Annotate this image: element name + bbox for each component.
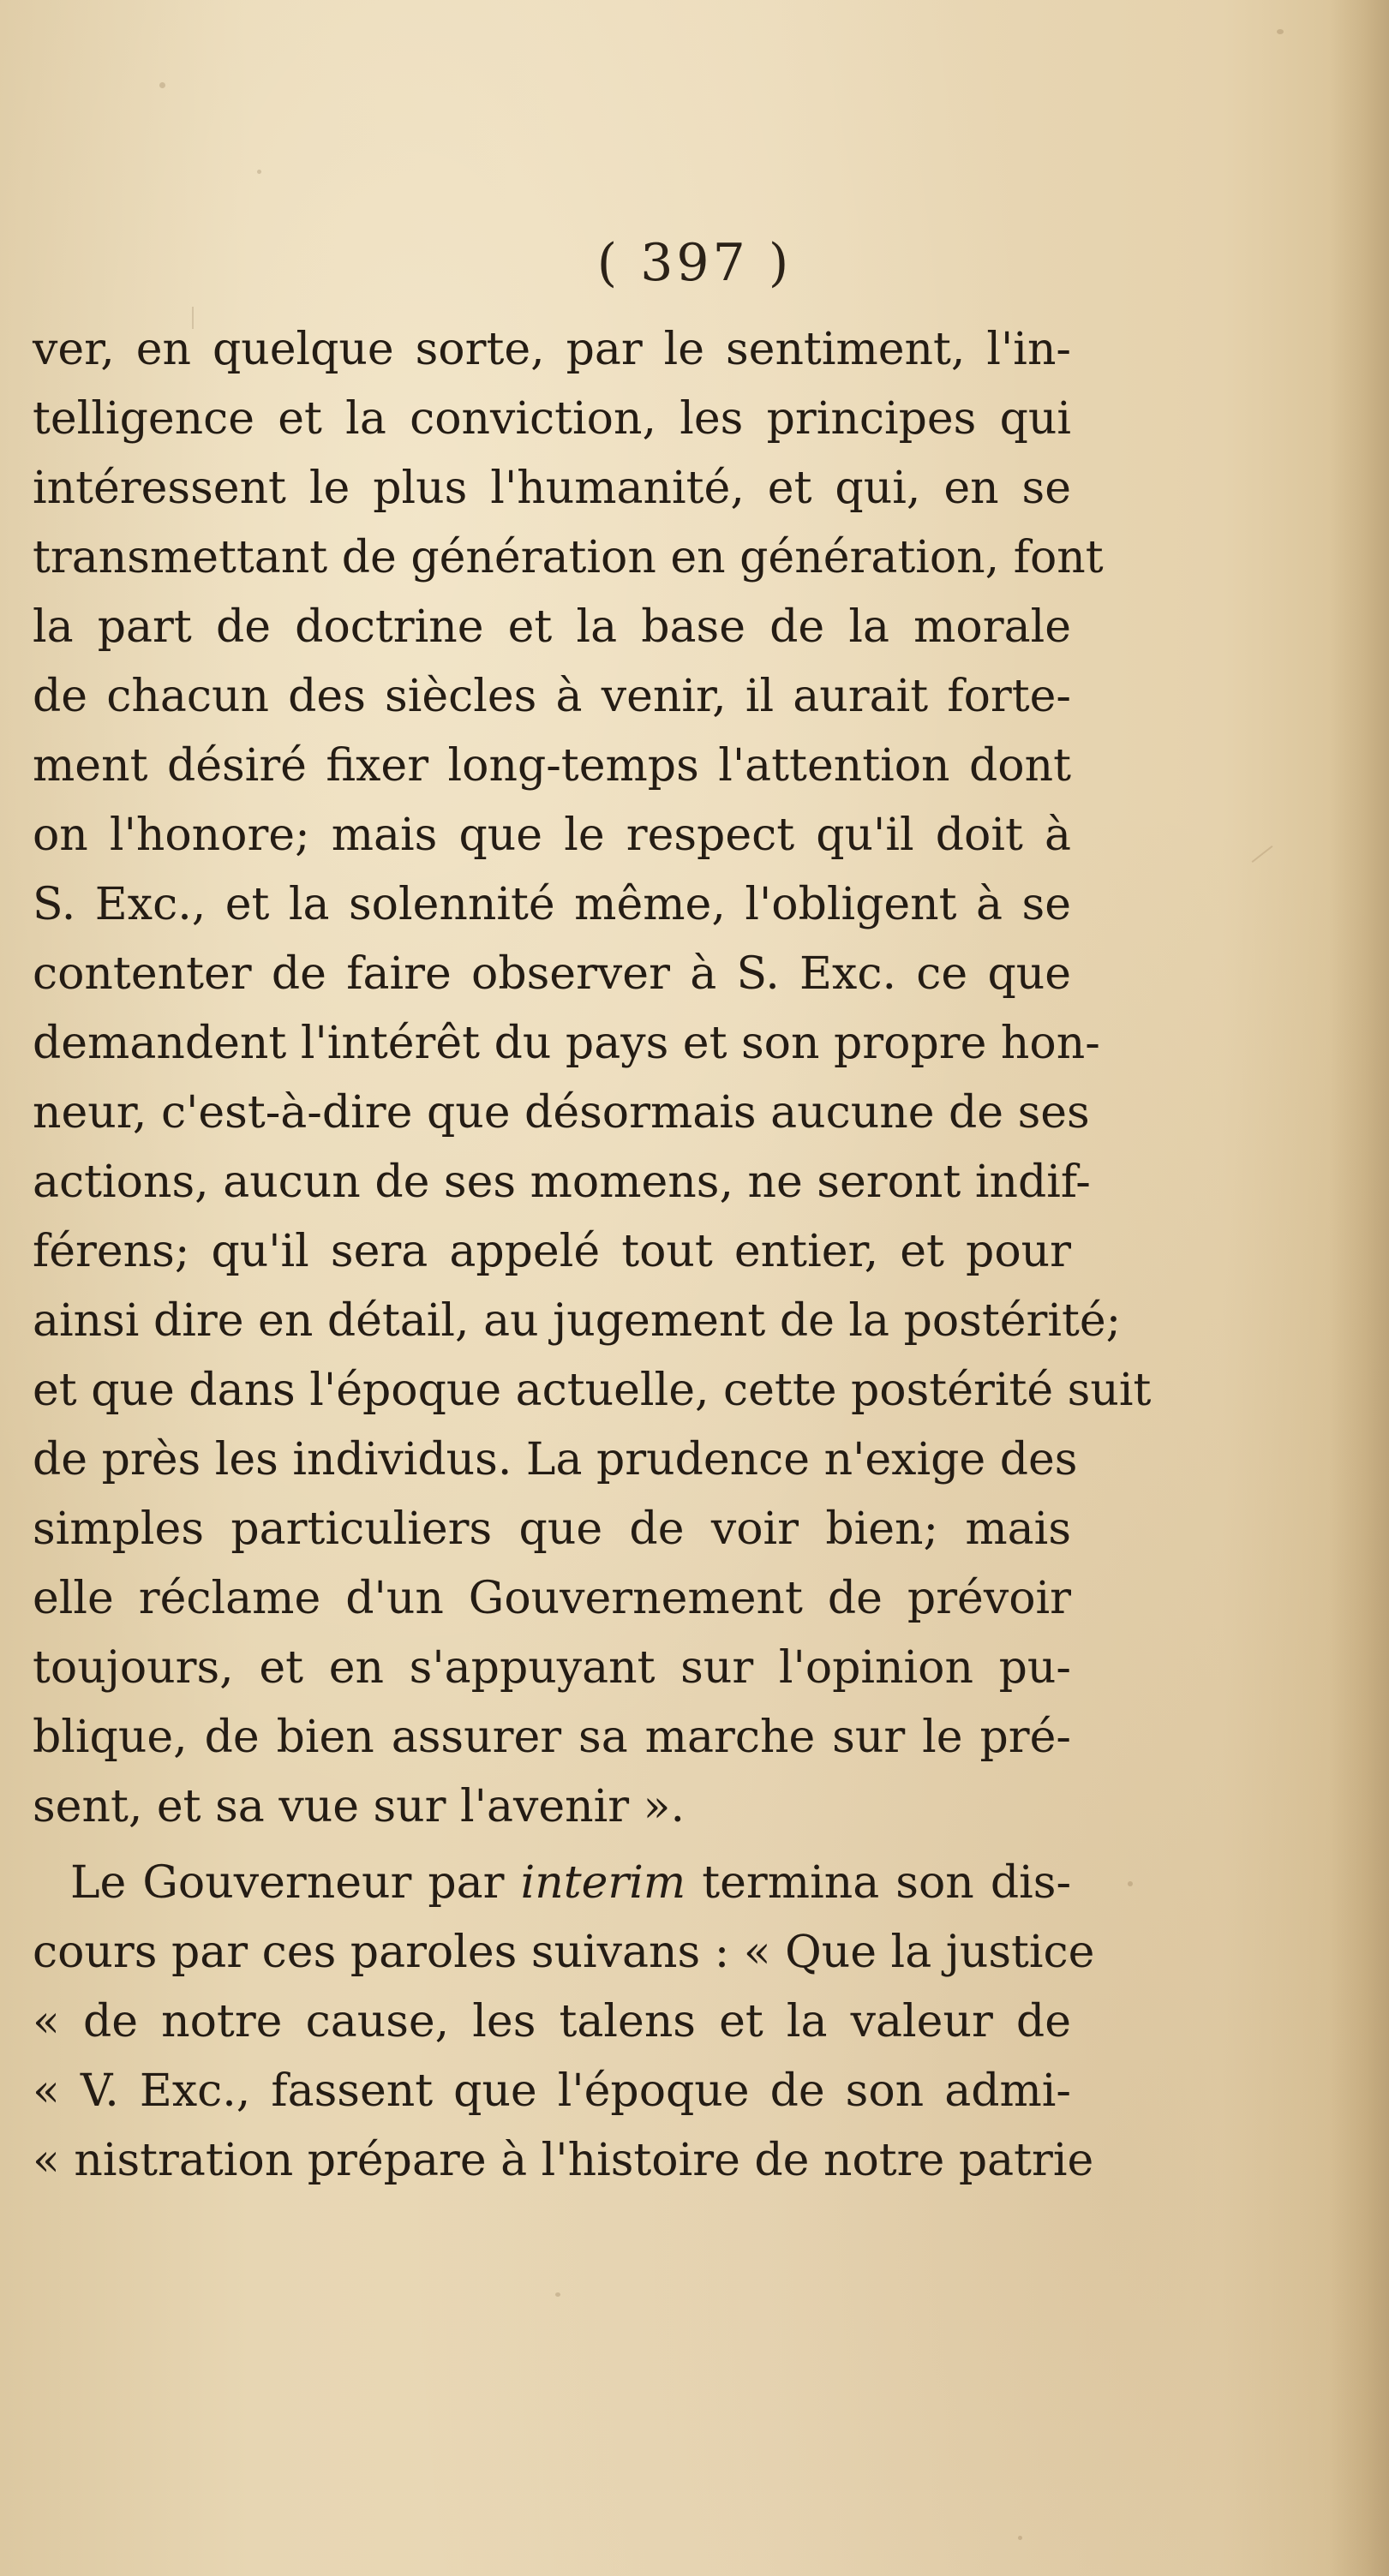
text-line: férens; qu'il sera appelé tout entier, et pour xyxy=(33,1226,1071,1277)
text-line: la part de doctrine et la base de la morale xyxy=(33,601,1071,653)
text-line: simples particuliers que de voir bien; mais xyxy=(33,1503,1071,1555)
text-line: elle réclame d'un Gouvernement de prévoir xyxy=(33,1573,1071,1624)
page-fold-shadow xyxy=(1329,0,1389,2576)
text-line: « V. Exc., fassent que l'époque de son admi- xyxy=(33,2065,1071,2117)
text-line: ainsi dire en détail, au jugement de la postérité; xyxy=(33,1295,1122,1347)
text-line: neur, c'est-à-dire que désormais aucune de ses xyxy=(33,1087,1090,1139)
text-line: sent, et sa vue sur l'avenir ». xyxy=(33,1781,685,1832)
text-line: toujours, et en s'appuyant sur l'opinion pu- xyxy=(33,1642,1071,1694)
paper-speck xyxy=(1128,1881,1133,1886)
page-number-header: ( 397 ) xyxy=(596,233,793,293)
text-line: et que dans l'époque actuelle, cette postérité suit xyxy=(33,1365,1152,1416)
paper-speck xyxy=(1277,29,1284,34)
text-line: on l'honore; mais que le respect qu'il doit à xyxy=(33,810,1071,861)
paragraph-start-line xyxy=(33,1849,1071,1918)
text-line: « nistration prépare à l'histoire de notre patrie xyxy=(33,2135,1094,2186)
text-line: « de notre cause, les talens et la valeur de xyxy=(33,1996,1071,2047)
text-line: actions, aucun de ses momens, ne seront indif- xyxy=(33,1157,1091,1208)
text-line: de chacun des siècles à venir, il aurait forte- xyxy=(33,671,1071,722)
paper-speck xyxy=(555,2292,560,2297)
text-line: telligence et la conviction, les principes qui xyxy=(33,393,1071,445)
text-line: transmettant de génération en génération, font xyxy=(33,532,1104,583)
paper-speck xyxy=(159,82,165,88)
body-text xyxy=(33,315,1152,2196)
paper-speck xyxy=(1018,2536,1022,2540)
italic-term: interim xyxy=(520,1857,686,1909)
text-line: contenter de faire observer à S. Exc. ce que xyxy=(33,948,1071,1000)
text-fragment: termina son dis- xyxy=(686,1857,1072,1909)
text-line: cours par ces paroles suivans : « Que la justice xyxy=(33,1927,1095,1978)
text-line: ver, en quelque sorte, par le sentiment, l'in- xyxy=(33,324,1071,375)
paper-crease xyxy=(1252,846,1273,863)
text-line: ment désiré fixer long-temps l'attention dont xyxy=(33,740,1071,792)
text-line: de près les individus. La prudence n'exige des xyxy=(33,1434,1078,1485)
text-line: demandent l'intérêt du pays et son propre hon- xyxy=(33,1018,1100,1069)
text-line: intéressent le plus l'humanité, et qui, en se xyxy=(33,463,1071,514)
text-line: S. Exc., et la solennité même, l'obligent à se xyxy=(33,879,1071,930)
paper-speck xyxy=(257,170,261,174)
text-fragment: Le Gouverneur par xyxy=(70,1857,521,1909)
text-line: blique, de bien assurer sa marche sur le pré- xyxy=(33,1712,1071,1763)
